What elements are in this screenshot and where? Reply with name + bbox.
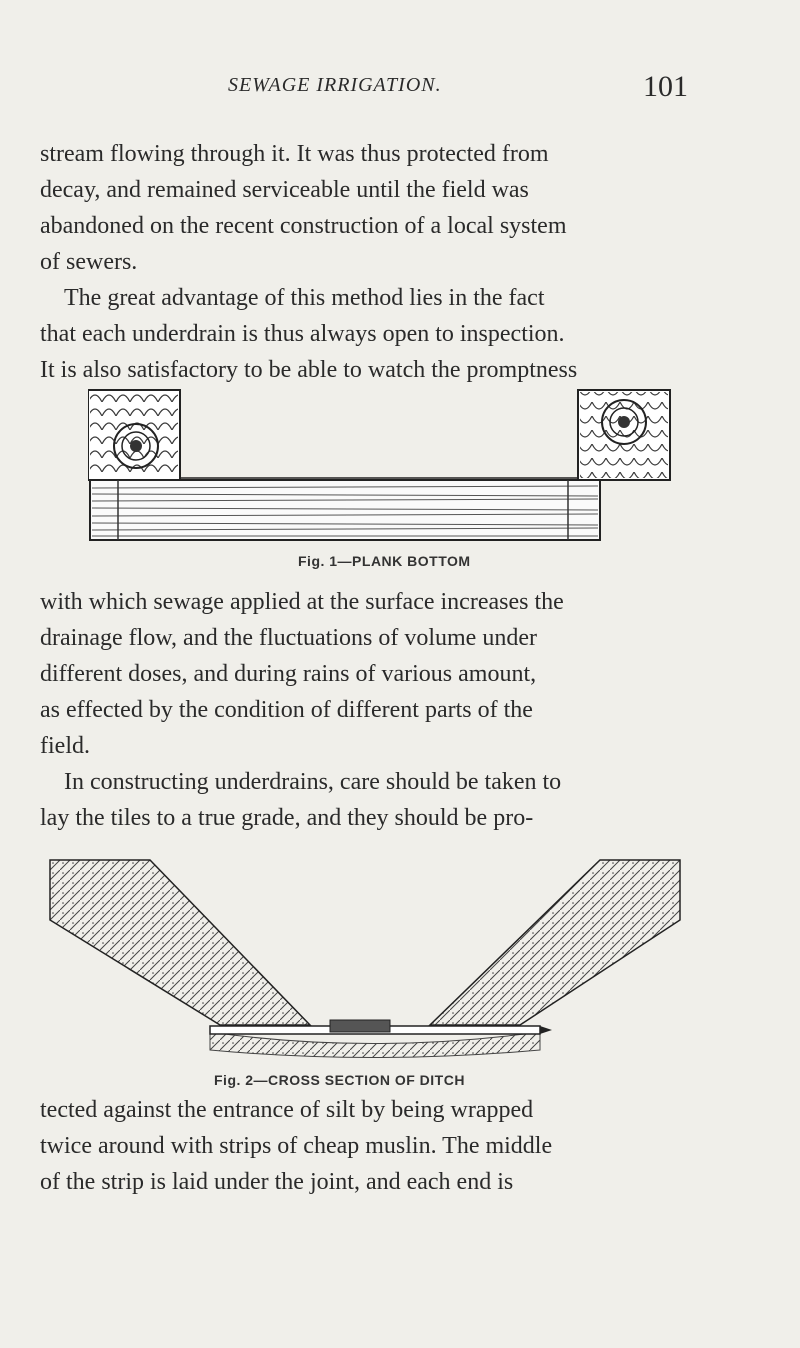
paragraph-1 bbox=[40, 136, 690, 280]
text-line: of sewers. bbox=[40, 249, 138, 275]
text-line: lay the tiles to a true grade, and they should be pro- bbox=[40, 805, 534, 831]
paragraph-4 bbox=[40, 764, 690, 836]
text-line: abandoned on the recent construction of a local system bbox=[40, 213, 567, 239]
paragraph-3 bbox=[40, 584, 690, 764]
text-line: stream flowing through it. It was thus protected from bbox=[40, 141, 549, 167]
figure-1-caption: Fig. 1—PLANK BOTTOM bbox=[298, 553, 471, 569]
page-header bbox=[228, 70, 688, 110]
text-line: In constructing underdrains, care should be taken to bbox=[64, 769, 562, 795]
text-line: of the strip is laid under the joint, and each end is bbox=[40, 1169, 514, 1195]
text-line: with which sewage applied at the surface increases the bbox=[40, 589, 564, 615]
text-line: twice around with strips of cheap muslin. The middle bbox=[40, 1133, 553, 1159]
text-line: field. bbox=[40, 733, 90, 759]
text-line: decay, and remained serviceable until the field was bbox=[40, 177, 529, 203]
running-head: SEWAGE IRRIGATION. bbox=[228, 74, 442, 96]
text-line: different doses, and during rains of various amount, bbox=[40, 661, 537, 687]
text-line: that each underdrain is thus always open to inspection. bbox=[40, 321, 565, 347]
text-line: drainage flow, and the fluctuations of volume under bbox=[40, 625, 537, 651]
figure-plank-bottom bbox=[88, 388, 688, 569]
paragraph-5 bbox=[40, 1092, 690, 1200]
text-line: tected against the entrance of silt by being wrapped bbox=[40, 1097, 534, 1123]
page-number: 101 bbox=[643, 70, 688, 103]
figure-2-caption: Fig. 2—CROSS SECTION OF DITCH bbox=[214, 1072, 465, 1088]
text-line: The great advantage of this method lies in the fact bbox=[64, 285, 545, 311]
text-line: It is also satisfactory to be able to watch the promptness bbox=[40, 357, 578, 383]
ditch-cross-section-illustration bbox=[40, 850, 700, 1070]
plank-bottom-illustration bbox=[88, 388, 688, 553]
figure-cross-section bbox=[40, 850, 700, 1088]
paragraph-2 bbox=[40, 280, 690, 388]
text-line: as effected by the condition of different parts of the bbox=[40, 697, 533, 723]
